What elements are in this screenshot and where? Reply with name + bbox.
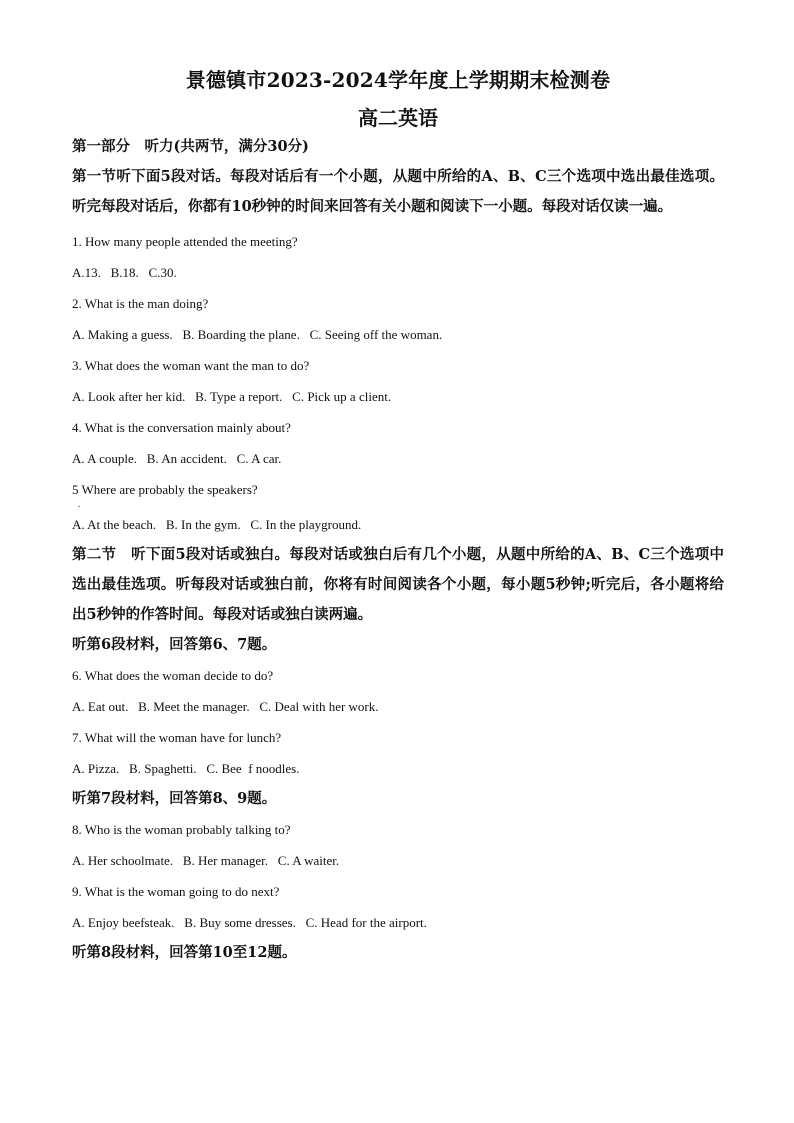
question-5-dot: .: [78, 499, 81, 509]
options-5: A. At the beach. B. In the gym. C. In the playground.: [72, 517, 362, 532]
section2-instruction: 第二节 听下面5段对话或独白。每段对话或独白后有几个小题，从题中所给的A、B、C三个选项中选出最佳选项。听每段对话或独白前，你将有时间阅读各个小题，每小题5秒钟;听完后，各小题将给出5秒钟的作答时间。每段对话或独白读两遍。: [72, 546, 724, 623]
options-8: A. Her schoolmate. B. Her manager. C. A waiter.: [72, 853, 340, 868]
section1-instruction: 第一节听下面5段对话。每段对话后有一个小题，从题中所给的A、B、C三个选项中选出最佳选项。听完每段对话后，你都有10秒钟的时间来回答有关小题和阅读下一小题。每段对话仅读一遍。: [72, 168, 724, 215]
part1-heading: 第一部分 听力(共两节，满分30分): [72, 138, 309, 155]
question-3: 3. What does the woman want the man to do?: [72, 358, 310, 373]
material-7-heading: 听第7段材料，回答第8、9题。: [72, 790, 277, 807]
material-6-heading: 听第6段材料，回答第6、7题。: [72, 636, 277, 653]
options-9: A. Enjoy beefsteak. B. Buy some dresses. C. Head for the airport.: [72, 915, 427, 930]
options-2: A. Making a guess. B. Boarding the plane. C. Seeing off the woman.: [72, 327, 443, 342]
options-1: A.13. B.18. C.30.: [72, 265, 177, 280]
question-9: 9. What is the woman going to do next?: [72, 884, 280, 899]
exam-subtitle: 高二英语: [358, 106, 438, 130]
options-7: A. Pizza. B. Spaghetti. C. Bee f noodles.: [72, 761, 300, 776]
material-8-heading: 听第8段材料，回答第10至12题。: [72, 944, 297, 961]
exam-title: 景德镇市2023-2024学年度上学期期末检测卷: [185, 68, 611, 92]
question-2: 2. What is the man doing?: [72, 296, 209, 311]
options-4: A. A couple. B. An accident. C. A car.: [72, 451, 282, 466]
question-7: 7. What will the woman have for lunch?: [72, 730, 282, 745]
question-8: 8. Who is the woman probably talking to?: [72, 822, 291, 837]
options-6: A. Eat out. B. Meet the manager. C. Deal with her work.: [72, 699, 379, 714]
question-5: 5 Where are probably the speakers?: [72, 482, 258, 497]
question-6: 6. What does the woman decide to do?: [72, 668, 274, 683]
options-3: A. Look after her kid. B. Type a report. C. Pick up a client.: [72, 389, 392, 404]
exam-page: [72, 66, 724, 968]
question-1: 1. How many people attended the meeting?: [72, 234, 298, 249]
question-4: 4. What is the conversation mainly about?: [72, 420, 291, 435]
